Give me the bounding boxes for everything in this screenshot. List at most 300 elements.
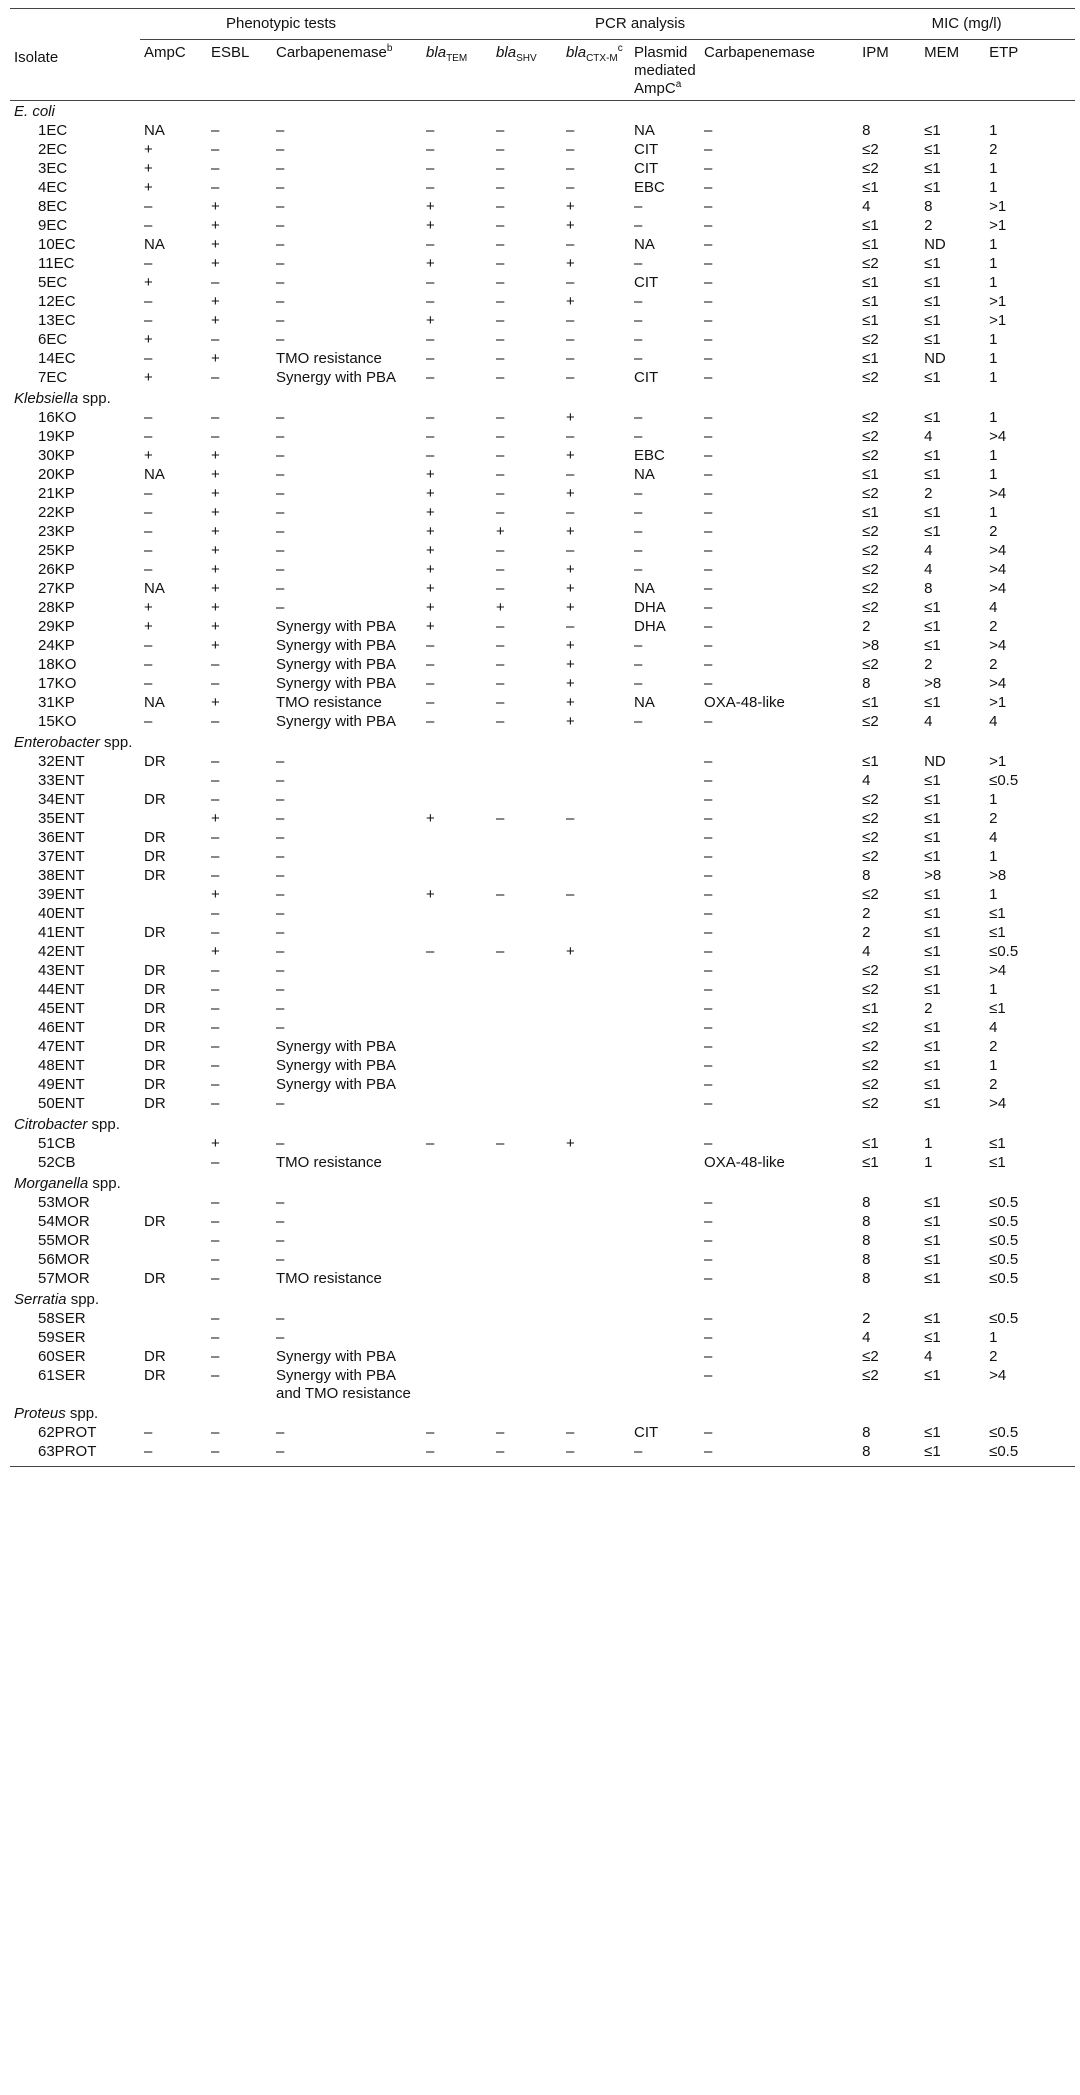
cell-mem: 1 bbox=[924, 1154, 933, 1171]
cell-plasmid-ampc bbox=[630, 1194, 700, 1213]
footnote-b: b bbox=[386, 43, 393, 54]
cell-bla-shv: – bbox=[496, 1135, 505, 1152]
species-suffix: spp. bbox=[87, 1116, 120, 1133]
cell-bla-tem: + bbox=[426, 810, 435, 827]
species-group-row bbox=[10, 1114, 1075, 1135]
cell-esbl: – bbox=[211, 160, 220, 177]
cell-bla-ctxm: – bbox=[566, 542, 575, 559]
cell-bla-shv: – bbox=[496, 428, 505, 445]
cell-etp: >4 bbox=[989, 675, 1007, 692]
cell-carbapenemase-phenotypic: TMO resistance bbox=[276, 1270, 382, 1287]
cell-ipm: ≤2 bbox=[862, 829, 879, 846]
cell-ipm: >8 bbox=[862, 637, 880, 654]
table-row bbox=[10, 1135, 1075, 1154]
cell-etp: 1 bbox=[989, 466, 998, 483]
cell-bla-ctxm bbox=[562, 867, 630, 886]
cell-mem: ≤1 bbox=[924, 829, 941, 846]
cell-bla-ctxm: + bbox=[566, 447, 575, 464]
cell-plasmid-ampc: – bbox=[634, 675, 643, 692]
cell-mem: ≤1 bbox=[924, 1424, 941, 1441]
cell-carbapenemase-pcr: – bbox=[704, 198, 713, 215]
cell-ipm: ≤1 bbox=[862, 1000, 879, 1017]
cell-ampc: + bbox=[144, 274, 153, 291]
species-suffix: spp. bbox=[78, 390, 111, 407]
cell-isolate-id: 38ENT bbox=[38, 867, 85, 884]
cell-mem: ≤1 bbox=[924, 312, 941, 329]
cell-plasmid-ampc bbox=[630, 753, 700, 772]
cell-etp: >1 bbox=[989, 312, 1007, 329]
cell-mem: 8 bbox=[924, 198, 933, 215]
table-row bbox=[10, 1232, 1075, 1251]
cell-isolate-id: 18KO bbox=[38, 656, 77, 673]
cell-bla-tem: – bbox=[426, 122, 435, 139]
cell-carbapenemase-pcr: – bbox=[704, 1038, 713, 1055]
cell-ampc: – bbox=[144, 504, 153, 521]
cell-bla-tem bbox=[422, 981, 492, 1000]
cell-carbapenemase-pcr: – bbox=[704, 1329, 713, 1346]
cell-ipm: 4 bbox=[862, 1329, 871, 1346]
cell-ampc bbox=[140, 1154, 207, 1173]
cell-bla-ctxm: – bbox=[566, 331, 575, 348]
cell-bla-shv bbox=[492, 1076, 562, 1095]
header-row-groups bbox=[10, 9, 1075, 40]
cell-carbapenemase-phenotypic: TMO resistance bbox=[276, 350, 382, 367]
cell-mem: 4 bbox=[924, 713, 933, 730]
table-row bbox=[10, 369, 1075, 388]
cell-bla-tem bbox=[422, 848, 492, 867]
cell-mem: ≤1 bbox=[924, 772, 941, 789]
cell-carbapenemase-phenotypic: – bbox=[276, 867, 285, 884]
cell-bla-tem bbox=[422, 1154, 492, 1173]
cell-esbl: – bbox=[211, 753, 220, 770]
cell-plasmid-ampc: NA bbox=[634, 466, 655, 483]
cell-mem: ≤1 bbox=[924, 1076, 941, 1093]
cell-ipm: ≤2 bbox=[862, 1095, 879, 1112]
cell-esbl: + bbox=[211, 561, 220, 578]
cell-bla-tem bbox=[422, 1310, 492, 1329]
cell-etp: >4 bbox=[989, 428, 1007, 445]
cell-esbl: + bbox=[211, 542, 220, 559]
cell-carbapenemase-pcr: – bbox=[704, 217, 713, 234]
cell-bla-ctxm bbox=[562, 924, 630, 943]
cell-carbapenemase-phenotypic: – bbox=[276, 1329, 285, 1346]
species-name: Serratia bbox=[14, 1291, 67, 1308]
cell-carbapenemase-pcr: – bbox=[704, 1270, 713, 1287]
cell-plasmid-ampc: NA bbox=[634, 580, 655, 597]
cell-mem: ≤1 bbox=[924, 848, 941, 865]
header-row-columns bbox=[10, 40, 1075, 101]
cell-esbl: – bbox=[211, 1270, 220, 1287]
cell-esbl: + bbox=[211, 810, 220, 827]
cell-plasmid-ampc: CIT bbox=[634, 1424, 659, 1441]
cell-esbl: + bbox=[211, 618, 220, 635]
cell-carbapenemase-pcr: – bbox=[704, 848, 713, 865]
cell-bla-tem: – bbox=[426, 943, 435, 960]
cell-ipm: ≤2 bbox=[862, 580, 879, 597]
table-row bbox=[10, 886, 1075, 905]
cell-isolate-id: 16KO bbox=[38, 409, 77, 426]
cell-etp: 2 bbox=[989, 1348, 998, 1365]
header-mem: MEM bbox=[920, 40, 985, 101]
cell-bla-tem bbox=[422, 1095, 492, 1114]
cell-esbl: + bbox=[211, 217, 220, 234]
cell-bla-ctxm bbox=[562, 1251, 630, 1270]
cell-bla-ctxm bbox=[562, 1194, 630, 1213]
cell-bla-shv: – bbox=[496, 179, 505, 196]
cell-bla-tem bbox=[422, 1232, 492, 1251]
cell-esbl: + bbox=[211, 504, 220, 521]
cell-carbapenemase-pcr: OXA-48-like bbox=[704, 1154, 785, 1171]
cell-esbl: – bbox=[211, 1424, 220, 1441]
cell-bla-tem: + bbox=[426, 523, 435, 540]
cell-esbl: – bbox=[211, 867, 220, 884]
cell-esbl: + bbox=[211, 447, 220, 464]
cell-bla-tem: + bbox=[426, 561, 435, 578]
cell-mem: ≤1 bbox=[924, 141, 941, 158]
cell-bla-shv: – bbox=[496, 369, 505, 386]
cell-plasmid-ampc bbox=[630, 772, 700, 791]
species-group-label bbox=[10, 101, 1075, 123]
cell-bla-ctxm: + bbox=[566, 675, 575, 692]
cell-carbapenemase-pcr: – bbox=[704, 599, 713, 616]
cell-ampc: DR bbox=[144, 753, 166, 770]
cell-mem: 4 bbox=[924, 561, 933, 578]
cell-esbl: – bbox=[211, 791, 220, 808]
cell-plasmid-ampc bbox=[630, 1310, 700, 1329]
cell-isolate-id: 48ENT bbox=[38, 1057, 85, 1074]
species-group-row bbox=[10, 1403, 1075, 1424]
table-row bbox=[10, 331, 1075, 350]
cell-ipm: 2 bbox=[862, 618, 871, 635]
cell-carbapenemase-pcr: – bbox=[704, 924, 713, 941]
cell-esbl: + bbox=[211, 198, 220, 215]
cell-bla-shv: – bbox=[496, 504, 505, 521]
cell-carbapenemase-pcr: – bbox=[704, 772, 713, 789]
cell-mem: ≤1 bbox=[924, 791, 941, 808]
cell-bla-shv bbox=[492, 905, 562, 924]
cell-mem: ≤1 bbox=[924, 274, 941, 291]
cell-isolate-id: 30KP bbox=[38, 447, 75, 464]
cell-esbl: – bbox=[211, 1000, 220, 1017]
cell-carbapenemase-phenotypic: Synergy with PBA bbox=[276, 637, 397, 654]
cell-carbapenemase-pcr: – bbox=[704, 369, 713, 386]
cell-bla-shv bbox=[492, 848, 562, 867]
cell-esbl: + bbox=[211, 886, 220, 903]
cell-bla-shv: – bbox=[496, 293, 505, 310]
cell-isolate-id: 28KP bbox=[38, 599, 75, 616]
header-pcr-analysis: PCR analysis bbox=[422, 9, 858, 40]
cell-bla-ctxm bbox=[562, 1270, 630, 1289]
cell-carbapenemase-phenotypic: – bbox=[276, 599, 285, 616]
cell-ampc: DR bbox=[144, 829, 166, 846]
cell-ipm: 4 bbox=[862, 198, 871, 215]
cell-ipm: 8 bbox=[858, 1443, 920, 1467]
shv-subscript: SHV bbox=[516, 53, 537, 64]
table-row bbox=[10, 179, 1075, 198]
cell-bla-tem bbox=[422, 753, 492, 772]
cell-bla-ctxm: – bbox=[566, 466, 575, 483]
cell-carbapenemase-phenotypic: – bbox=[276, 1194, 285, 1211]
cell-bla-tem: – bbox=[426, 160, 435, 177]
cell-etp: 1 bbox=[989, 791, 998, 808]
cell-plasmid-ampc bbox=[630, 867, 700, 886]
cell-carbapenemase-phenotypic: – bbox=[276, 274, 285, 291]
table-row bbox=[10, 428, 1075, 447]
cell-esbl: + bbox=[211, 943, 220, 960]
cell-ipm: ≤2 bbox=[862, 255, 879, 272]
cell-etp: >4 bbox=[989, 1367, 1007, 1384]
cell-bla-ctxm: + bbox=[566, 485, 575, 502]
cell-ipm: ≤2 bbox=[862, 1367, 879, 1384]
cell-plasmid-ampc bbox=[630, 1348, 700, 1367]
table-row bbox=[10, 523, 1075, 542]
cell-bla-shv bbox=[492, 1251, 562, 1270]
cell-carbapenemase-pcr: – bbox=[704, 829, 713, 846]
cell-isolate-id: 24KP bbox=[38, 637, 75, 654]
cell-isolate-id: 1EC bbox=[38, 122, 68, 139]
cell-bla-shv: – bbox=[496, 694, 505, 711]
cell-ipm: ≤2 bbox=[862, 886, 879, 903]
cell-carbapenemase-phenotypic: – bbox=[272, 1443, 422, 1467]
cell-mem: ≤1 bbox=[924, 981, 941, 998]
cell-mem: >8 bbox=[924, 675, 942, 692]
cell-mem: 2 bbox=[924, 217, 933, 234]
cell-ampc bbox=[140, 1232, 207, 1251]
cell-ampc: DR bbox=[144, 1270, 166, 1287]
cell-carbapenemase-phenotypic: – bbox=[276, 580, 285, 597]
cell-bla-ctxm bbox=[562, 905, 630, 924]
cell-ampc bbox=[140, 1329, 207, 1348]
cell-isolate-id: 6EC bbox=[38, 331, 68, 348]
cell-carbapenemase-pcr: – bbox=[704, 1000, 713, 1017]
cell-mem: ≤1 bbox=[924, 122, 941, 139]
bla-label: bla bbox=[566, 44, 587, 61]
cell-plasmid-ampc bbox=[630, 1270, 700, 1289]
cell-isolate-id: 15KO bbox=[38, 713, 77, 730]
cell-etp: 2 bbox=[989, 618, 998, 635]
cell-bla-tem: + bbox=[426, 504, 435, 521]
cell-carbapenemase-phenotypic: – bbox=[276, 312, 285, 329]
cell-bla-ctxm bbox=[562, 981, 630, 1000]
cell-isolate-id: 10EC bbox=[38, 236, 76, 253]
cell-carbapenemase-phenotypic: – bbox=[276, 255, 285, 272]
cell-isolate-id: 57MOR bbox=[38, 1270, 90, 1287]
cell-ampc: DR bbox=[144, 848, 166, 865]
cell-plasmid-ampc bbox=[630, 943, 700, 962]
cell-isolate-id: 4EC bbox=[38, 179, 68, 196]
cell-carbapenemase-phenotypic: – bbox=[276, 848, 285, 865]
cell-mem: ≤1 bbox=[924, 1057, 941, 1074]
table-row bbox=[10, 1443, 1075, 1467]
cell-bla-ctxm: – bbox=[566, 274, 575, 291]
cell-bla-tem: – bbox=[426, 236, 435, 253]
table-row bbox=[10, 675, 1075, 694]
cell-carbapenemase-pcr: – bbox=[704, 943, 713, 960]
cell-bla-shv: – bbox=[496, 580, 505, 597]
cell-esbl: – bbox=[211, 924, 220, 941]
cell-isolate-id: 51CB bbox=[38, 1135, 76, 1152]
cell-bla-shv: – bbox=[496, 886, 505, 903]
cell-etp: 1 bbox=[989, 179, 998, 196]
cell-bla-shv bbox=[492, 1329, 562, 1348]
cell-etp: ≤1 bbox=[989, 1000, 1006, 1017]
cell-mem: ≤1 bbox=[924, 1213, 941, 1230]
cell-ampc: DR bbox=[144, 1095, 166, 1112]
cell-bla-shv: – bbox=[496, 274, 505, 291]
cell-ipm: ≤1 bbox=[862, 1135, 879, 1152]
cell-bla-shv bbox=[492, 772, 562, 791]
cell-isolate-id: 23KP bbox=[38, 523, 75, 540]
header-bla-tem bbox=[422, 40, 492, 101]
cell-mem: ≤1 bbox=[924, 466, 941, 483]
cell-etp: 1 bbox=[989, 504, 998, 521]
cell-bla-ctxm: – bbox=[566, 428, 575, 445]
cell-bla-shv: – bbox=[496, 618, 505, 635]
cell-ampc: NA bbox=[144, 580, 165, 597]
table-row bbox=[10, 962, 1075, 981]
cell-isolate-id: 36ENT bbox=[38, 829, 85, 846]
cell-ampc: DR bbox=[144, 962, 166, 979]
table-container bbox=[10, 8, 1075, 1467]
cell-bla-tem bbox=[422, 1329, 492, 1348]
cell-esbl: + bbox=[211, 350, 220, 367]
cell-bla-shv bbox=[492, 1019, 562, 1038]
cell-bla-tem bbox=[422, 829, 492, 848]
cell-ipm: ≤1 bbox=[862, 504, 879, 521]
cell-mem: 2 bbox=[924, 485, 933, 502]
cell-bla-shv: – bbox=[496, 312, 505, 329]
cell-ipm: ≤2 bbox=[862, 428, 879, 445]
cell-bla-tem: + bbox=[426, 255, 435, 272]
cell-isolate-id: 31KP bbox=[38, 694, 75, 711]
cell-carbapenemase-phenotypic: – bbox=[276, 466, 285, 483]
cell-bla-shv bbox=[492, 1213, 562, 1232]
cell-carbapenemase-phenotypic: Synergy with PBA bbox=[276, 618, 397, 635]
cell-ipm: ≤1 bbox=[862, 350, 879, 367]
cell-bla-shv: – bbox=[496, 350, 505, 367]
cell-bla-tem bbox=[422, 1194, 492, 1213]
cell-ampc: – bbox=[144, 675, 153, 692]
cell-isolate-id: 9EC bbox=[38, 217, 68, 234]
cell-etp: ≤0.5 bbox=[989, 1251, 1019, 1268]
cell-carbapenemase-pcr: – bbox=[704, 160, 713, 177]
cell-bla-ctxm: + bbox=[566, 599, 575, 616]
cell-carbapenemase-pcr: – bbox=[704, 447, 713, 464]
cell-ipm: ≤2 bbox=[862, 523, 879, 540]
cell-bla-tem: – bbox=[426, 293, 435, 310]
header-phenotypic-tests: Phenotypic tests bbox=[140, 9, 422, 40]
cell-esbl: – bbox=[211, 428, 220, 445]
cell-esbl: – bbox=[211, 331, 220, 348]
cell-isolate-id: 39ENT bbox=[38, 886, 85, 903]
cell-mem: ≤1 bbox=[924, 1270, 941, 1287]
cell-plasmid-ampc bbox=[630, 791, 700, 810]
cell-bla-ctxm: – bbox=[566, 618, 575, 635]
cell-plasmid-ampc bbox=[630, 1019, 700, 1038]
cell-isolate-id: 11EC bbox=[38, 255, 75, 272]
cell-esbl: – bbox=[211, 905, 220, 922]
cell-isolate-id: 41ENT bbox=[38, 924, 85, 941]
cell-carbapenemase-pcr: – bbox=[704, 542, 713, 559]
cell-plasmid-ampc: – bbox=[634, 485, 643, 502]
cell-bla-ctxm: + bbox=[566, 409, 575, 426]
cell-bla-tem: + bbox=[426, 312, 435, 329]
cell-bla-ctxm bbox=[562, 829, 630, 848]
cell-bla-shv bbox=[492, 981, 562, 1000]
header-plasmid-ampc bbox=[630, 40, 700, 101]
header-etp: ETP bbox=[985, 40, 1075, 101]
cell-ampc: – bbox=[144, 485, 153, 502]
cell-carbapenemase-phenotypic: – bbox=[276, 1310, 285, 1327]
cell-etp: ≤0.5 bbox=[989, 1310, 1019, 1327]
cell-carbapenemase-phenotypic: – bbox=[276, 886, 285, 903]
cell-isolate-id: 33ENT bbox=[38, 772, 85, 789]
table-row bbox=[10, 542, 1075, 561]
cell-bla-shv: – bbox=[496, 485, 505, 502]
table-row bbox=[10, 753, 1075, 772]
species-name: Morganella bbox=[14, 1175, 89, 1192]
cell-plasmid-ampc bbox=[630, 1213, 700, 1232]
table-row bbox=[10, 485, 1075, 504]
header-esbl: ESBL bbox=[207, 40, 272, 101]
table-row bbox=[10, 713, 1075, 732]
cell-carbapenemase-phenotypic: – bbox=[276, 905, 285, 922]
table-row bbox=[10, 160, 1075, 179]
cell-bla-ctxm: + bbox=[566, 198, 575, 215]
cell-bla-shv: – bbox=[496, 409, 505, 426]
cell-bla-tem: – bbox=[426, 637, 435, 654]
cell-carbapenemase-pcr: – bbox=[704, 905, 713, 922]
cell-carbapenemase-pcr: – bbox=[704, 428, 713, 445]
table-row bbox=[10, 350, 1075, 369]
cell-esbl: – bbox=[211, 1057, 220, 1074]
cell-ampc: – bbox=[144, 293, 153, 310]
cell-ampc: – bbox=[144, 198, 153, 215]
cell-mem: ≤1 bbox=[924, 1329, 941, 1346]
cell-ampc bbox=[140, 943, 207, 962]
cell-ipm: 8 bbox=[862, 675, 871, 692]
cell-ipm: 8 bbox=[862, 867, 871, 884]
cell-bla-tem: + bbox=[426, 542, 435, 559]
cell-isolate-id: 19KP bbox=[38, 428, 75, 445]
cell-esbl: – bbox=[211, 675, 220, 692]
cell-bla-shv: – bbox=[496, 198, 505, 215]
cell-isolate-id: 7EC bbox=[38, 369, 68, 386]
cell-mem: ≤1 bbox=[924, 1019, 941, 1036]
cell-etp: 1 bbox=[989, 236, 998, 253]
plasmid-line-1: Plasmid bbox=[634, 44, 688, 61]
cell-isolate-id: 20KP bbox=[38, 466, 75, 483]
cell-carbapenemase-pcr: – bbox=[704, 1194, 713, 1211]
cell-esbl: + bbox=[211, 580, 220, 597]
table-row bbox=[10, 656, 1075, 675]
cell-carbapenemase-pcr: – bbox=[704, 523, 713, 540]
cell-ipm: ≤2 bbox=[862, 656, 879, 673]
cell-ipm: ≤2 bbox=[862, 981, 879, 998]
cell-bla-shv bbox=[492, 924, 562, 943]
cell-ampc: DR bbox=[144, 1057, 166, 1074]
species-group-label bbox=[10, 1114, 1075, 1135]
cell-bla-shv bbox=[492, 1154, 562, 1173]
cell-isolate-id: 43ENT bbox=[38, 962, 85, 979]
table-row bbox=[10, 637, 1075, 656]
cell-plasmid-ampc: – bbox=[634, 713, 643, 730]
cell-carbapenemase-phenotypic: Synergy with PBA bbox=[276, 1076, 397, 1093]
cell-ampc bbox=[140, 1251, 207, 1270]
table-row bbox=[10, 504, 1075, 523]
table-row bbox=[10, 905, 1075, 924]
cell-ampc: DR bbox=[144, 1367, 166, 1384]
